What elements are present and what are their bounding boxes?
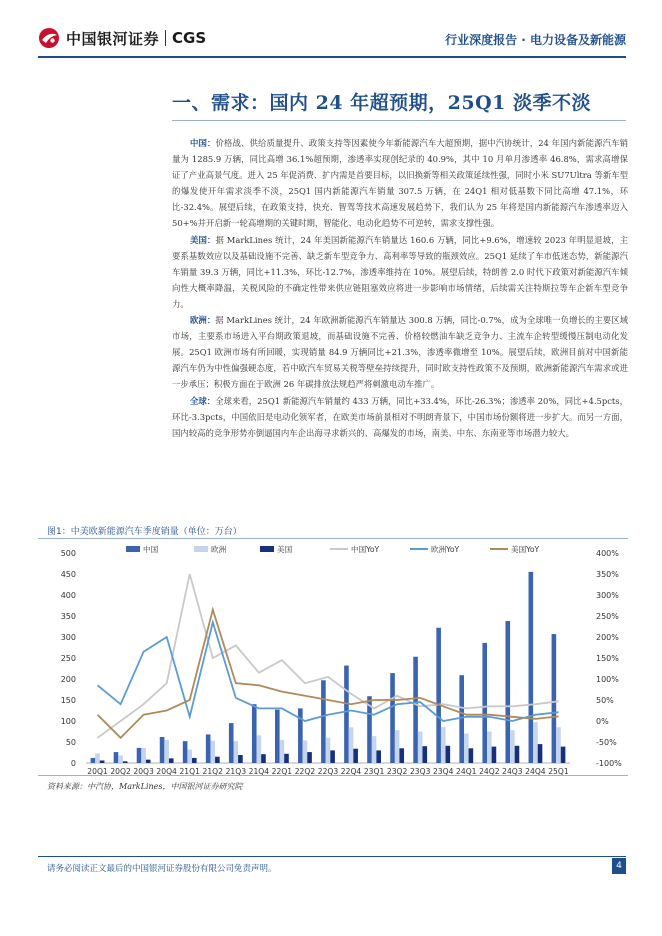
left-axis-tick-label: 200	[60, 675, 76, 684]
bar-中国	[275, 710, 280, 763]
bar-中国	[229, 723, 234, 763]
figure-source: 资料来源：中汽协，MarkLines，中国银河证券研究院	[47, 782, 243, 791]
legend-label: 美国	[277, 545, 293, 554]
paragraph-global	[172, 393, 628, 441]
bar-美国	[261, 754, 266, 763]
left-axis-tick-label: 100	[60, 717, 76, 726]
bar-中国	[482, 643, 487, 763]
left-axis-tick-label: 150	[60, 696, 76, 705]
bar-欧洲	[510, 730, 515, 763]
paragraph-lead: 中国：	[190, 138, 216, 148]
paragraph-europe	[172, 312, 628, 392]
x-tick-label: 22Q1	[271, 767, 293, 776]
bar-中国	[252, 704, 257, 763]
bar-中国	[183, 741, 188, 763]
bar-美国	[307, 752, 312, 763]
right-axis-tick-label: 250%	[596, 612, 619, 621]
bar-欧洲	[303, 740, 308, 763]
legend-label: 中国YoY	[351, 545, 380, 554]
bar-美国	[146, 760, 151, 763]
left-axis-tick-label: 400	[60, 591, 76, 600]
left-axis-tick-label: 50	[65, 738, 76, 747]
right-axis-tick-label: 50%	[596, 696, 614, 705]
bar-中国	[413, 657, 418, 763]
bar-欧洲	[164, 740, 169, 763]
line-中国YoY	[98, 574, 559, 738]
left-axis-tick-label: 300	[60, 633, 76, 642]
right-axis-tick-label: 350%	[596, 570, 619, 579]
bar-美国	[376, 750, 381, 763]
bar-中国	[436, 628, 441, 763]
x-tick-label: 23Q3	[409, 767, 431, 776]
galaxy-logo-icon	[38, 27, 60, 49]
x-tick-label: 24Q1	[456, 767, 477, 776]
footer-divider	[38, 856, 626, 857]
bar-美国	[469, 748, 474, 763]
paragraph-body: 据 MarkLines 统计，24 年美国新能源汽车销量达 160.6 万辆，同比+9.6%，增速较 2023 年明显退坡，主要系基数效应以及基础设施不完善、缺乏新车型竞争力、高利率等导致的瓶颈效应。25Q1 延续了车市低迷态势，新能源汽车销量 39.3 万辆，同比+11.3%，环比-12.7%，渗透率维持在 10%。展望后续，特朗普 2.0 时代下政策对新能源汽车倾向性大概率降温，关税风险的不确定性带来供应链阻塞效应将进一步影响市场情绪，后续需关注特斯拉等车企新车型竞争力。	[172, 234, 628, 309]
report-type: 行业深度报告 · 电力设备及新能源	[445, 33, 626, 47]
bar-美国	[192, 758, 197, 763]
brand-name-cn: 中国银河证券	[66, 29, 160, 48]
right-axis-tick-label: 150%	[596, 654, 619, 663]
right-axis-tick-label: 100%	[596, 675, 619, 684]
bar-美国	[169, 758, 174, 763]
bar-欧洲	[257, 735, 262, 763]
brand-separator	[165, 30, 166, 46]
right-axis-tick-label: 0%	[596, 717, 609, 726]
bar-欧洲	[372, 736, 377, 763]
bar-美国	[353, 749, 358, 763]
paragraph-body: 据 MarkLines 统计，24 年欧洲新能源汽车销量达 300.8 万辆，同比-0.7%，成为全球唯一负增长的主要区域市场，主要系市场进入平台期政策退坡，而基础设施不完善、价格较燃油车缺乏竞争力、主流车企转型缓慢压制电动化发展。25Q1 欧洲市场有所回暖，实现销量 84.9 万辆同比+21.3%，渗透率微增至 10%。展望后续，欧洲目前对中国新能源汽车仍为中性偏强硬态度，若中欧汽车贸易关税等壁垒持续提升，同时欧支持性政策不及预期，欧洲新能源汽车需求或进一步承压；积极方面在于欧洲 26 年碳排放法规趋严将刺激电动车推广。	[172, 315, 628, 390]
bar-中国	[321, 680, 326, 763]
disclaimer-note: 请务必阅读正文最后的中国银河证券股份有限公司免责声明。	[47, 864, 277, 874]
line-美国YoY	[98, 610, 559, 738]
bar-中国	[529, 572, 534, 763]
right-axis-tick-label: -100%	[596, 759, 622, 768]
bar-欧洲	[395, 730, 400, 763]
section-title: 一、需求：国内 24 年超预期，25Q1 淡季不淡	[172, 92, 591, 114]
bar-美国	[515, 746, 520, 763]
x-tick-label: 23Q4	[432, 767, 454, 776]
x-tick-label: 21Q2	[202, 767, 224, 776]
ev-sales-chart	[38, 538, 628, 776]
bar-美国	[399, 748, 404, 763]
right-axis-tick-label: -50%	[596, 738, 617, 747]
bar-欧洲	[487, 732, 492, 764]
bar-欧洲	[464, 734, 469, 763]
x-tick-label: 24Q4	[525, 767, 546, 776]
left-axis-tick-label: 450	[60, 570, 76, 579]
bar-欧洲	[280, 740, 285, 763]
bar-欧洲	[326, 738, 331, 763]
paragraph-body: 价格战、供给质量提升、政策支持等因素使今年新能源汽车大超预期，据中汽协统计，24 年国内新能源汽车销量为 1285.9 万辆，同比高增 36.1%超预期，渗透率实现创纪录的 40.9%，其中 10 月单月渗透率 46.8%，需求高增保证了产业高景气度。进入 25 年促消费、扩内需是首要目标，以旧换新等相关政策延续性强，同时小米 SU7Ultra 等新车型的爆发使开年需求淡季不淡，25Q1 国内新能源汽车销量 307.5 万辆，在 24Q1 相对低基数下同比高增 47.1%，环比-32.4%。展望后续，在政策支持，快充、智驾等技术高速发展趋势下，我们认为 25 年将是国内新能源汽车渗透率迈入 50+%并开启新一轮高增期的关键时期，智能化、电动化趋势不可逆转，需求支撑性强。	[172, 138, 628, 229]
title-divider	[172, 120, 626, 121]
left-axis-tick-label: 250	[60, 654, 76, 663]
bar-美国	[123, 761, 128, 763]
legend-swatch	[126, 546, 140, 552]
x-tick-label: 23Q2	[386, 767, 408, 776]
bar-欧洲	[418, 732, 423, 764]
paragraph-lead: 全球：	[190, 395, 216, 406]
bar-美国	[284, 754, 289, 763]
bar-欧洲	[533, 722, 538, 763]
right-axis-tick-label: 300%	[596, 591, 619, 600]
bar-美国	[446, 746, 451, 763]
paragraph-lead: 美国：	[190, 234, 216, 245]
bar-中国	[505, 621, 510, 763]
left-axis-tick-label: 500	[60, 549, 76, 558]
page-header	[0, 0, 662, 70]
x-tick-label: 21Q3	[225, 767, 247, 776]
x-tick-label: 20Q1	[87, 767, 108, 776]
bar-美国	[215, 757, 220, 763]
legend-swatch	[260, 546, 274, 552]
bar-欧洲	[187, 750, 192, 763]
bar-美国	[492, 747, 497, 763]
legend-label: 欧洲	[211, 545, 227, 554]
header-divider	[38, 56, 626, 58]
bar-欧洲	[95, 753, 100, 763]
x-tick-label: 20Q3	[133, 767, 154, 776]
bar-美国	[330, 750, 335, 763]
bar-中国	[344, 666, 349, 763]
bar-欧洲	[556, 727, 561, 763]
bar-中国	[137, 748, 142, 763]
bar-美国	[238, 755, 243, 763]
bar-美国	[538, 744, 543, 763]
chart-svg	[38, 539, 628, 777]
body-text	[172, 135, 628, 441]
paragraph-body: 全球来看，25Q1 新能源汽车销量约 433 万辆，同比+33.4%，环比-26.3%；渗透率 20%，同比+4.5pcts，环比-3.3pcts，中国依旧是电动化领军者，在欧美市场前景相对不明朗背景下，中国市场份额将进一步扩大。而另一方面，国内较高的竞争形势亦倒逼国内车企出海寻求新兴的、高爆发的市场，南美、中东、东南亚等市场潜力较大。	[172, 395, 628, 438]
x-tick-label: 24Q3	[502, 767, 523, 776]
bar-中国	[160, 737, 165, 763]
legend-label: 中国	[143, 545, 159, 554]
bar-欧洲	[234, 741, 239, 763]
legend-label: 美国YoY	[511, 545, 540, 554]
right-axis-tick-label: 200%	[596, 633, 619, 642]
brand-name-en: CGS	[172, 29, 207, 47]
left-axis-tick-label: 0	[70, 759, 76, 768]
paragraph-lead: 欧洲：	[190, 315, 216, 326]
bar-中国	[552, 634, 557, 763]
bar-中国	[390, 673, 395, 763]
x-tick-label: 20Q2	[110, 767, 131, 776]
x-tick-label: 22Q4	[340, 767, 362, 776]
bar-美国	[100, 760, 105, 763]
paragraph-us	[172, 232, 628, 312]
bar-美国	[561, 747, 566, 763]
bar-中国	[206, 734, 211, 763]
page-number: 4	[612, 858, 626, 874]
bar-中国	[459, 675, 464, 763]
left-axis-tick-label: 350	[60, 612, 76, 621]
paragraph-china	[172, 135, 628, 232]
legend-swatch	[194, 546, 208, 552]
x-tick-label: 22Q3	[317, 767, 339, 776]
bar-中国	[91, 758, 96, 763]
brand-logo	[38, 27, 206, 49]
legend-label: 欧洲YoY	[431, 545, 460, 554]
x-tick-label: 24Q2	[479, 767, 500, 776]
bar-欧洲	[210, 741, 215, 763]
x-tick-label: 21Q1	[179, 767, 200, 776]
x-tick-label: 20Q4	[156, 767, 177, 776]
x-tick-label: 23Q1	[363, 767, 385, 776]
figure-title: 图1：中美欧新能源汽车季度销量（单位：万台）	[47, 527, 242, 537]
right-axis-tick-label: 400%	[596, 549, 619, 558]
bar-欧洲	[349, 727, 354, 763]
bar-中国	[114, 752, 119, 763]
x-tick-label: 21Q4	[248, 767, 270, 776]
bar-欧洲	[118, 755, 123, 763]
bar-美国	[422, 746, 427, 763]
bar-欧洲	[141, 748, 146, 763]
x-tick-label: 22Q2	[294, 767, 316, 776]
x-tick-label: 25Q1	[548, 767, 569, 776]
bar-欧洲	[441, 727, 446, 763]
